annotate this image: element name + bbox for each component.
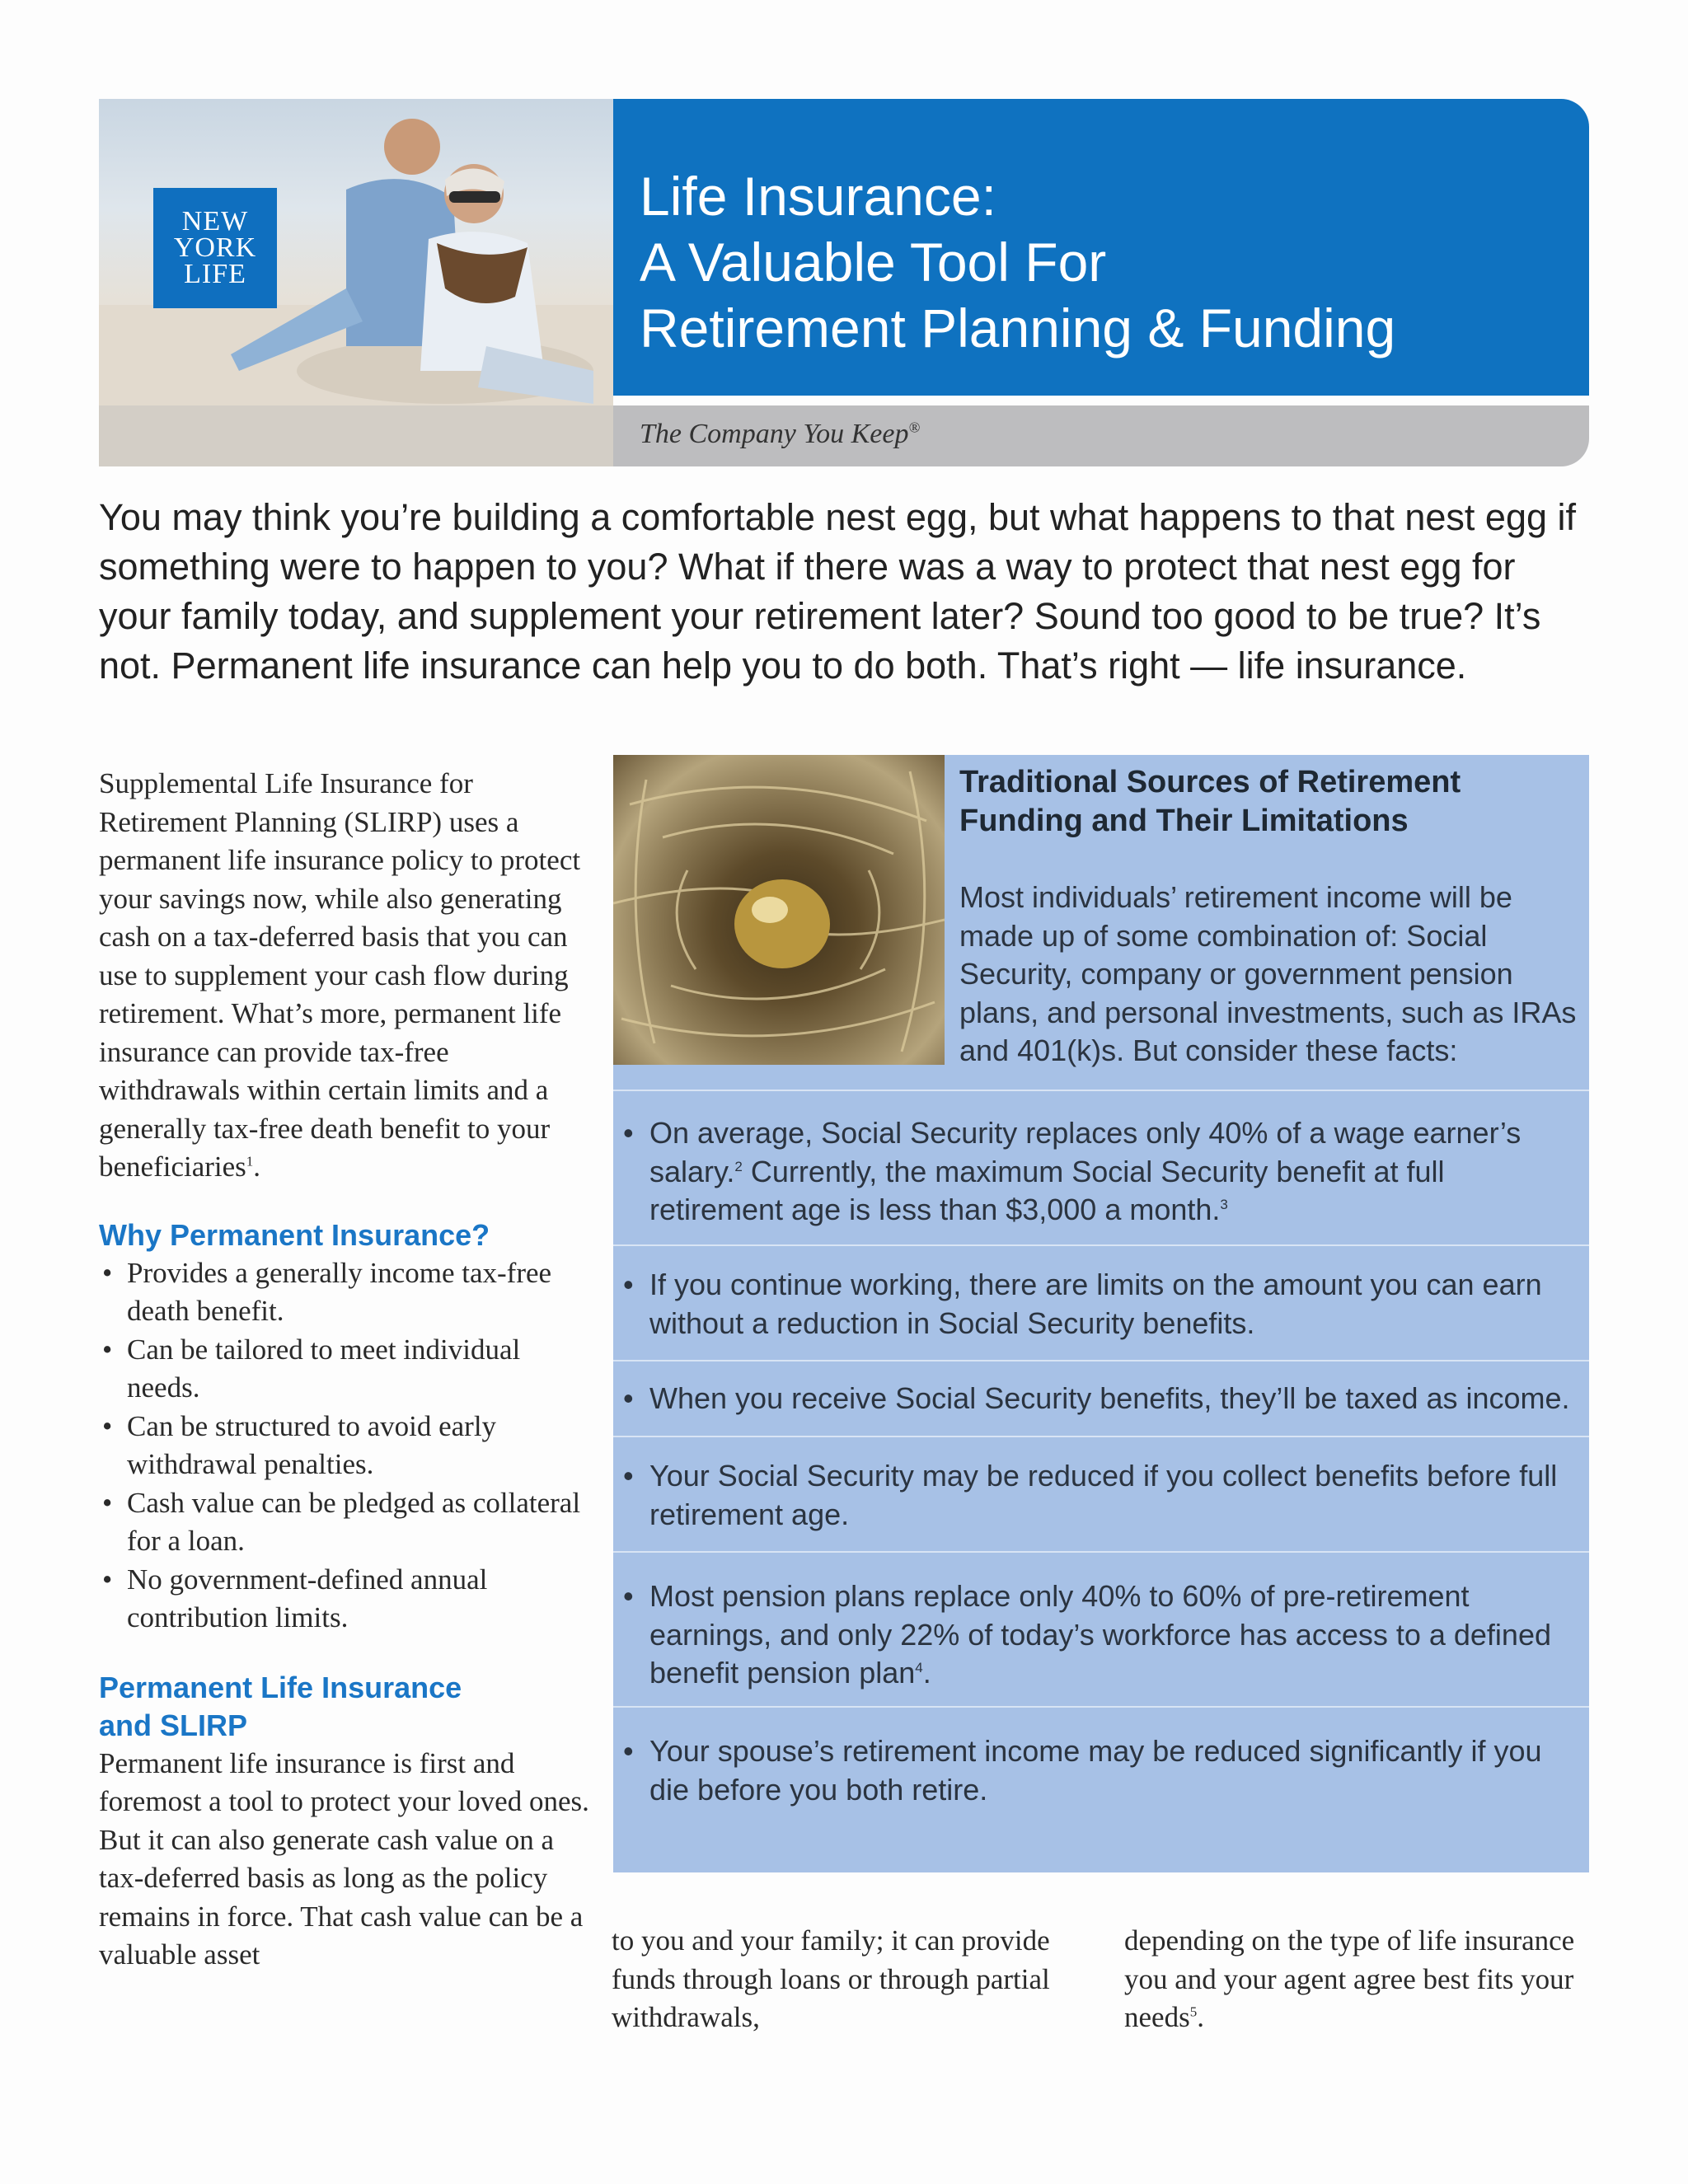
list-item: • No government-defined annual contribution limits. xyxy=(99,1561,593,1638)
footnote-ref-4: 4 xyxy=(915,1660,923,1675)
fact-text: When you receive Social Security benefits, they’ll be taxed as income. xyxy=(649,1381,1570,1415)
footnote-ref-2: 2 xyxy=(734,1158,743,1174)
permanent-slirp-heading-line-1: Permanent Life Insurance xyxy=(99,1670,462,1704)
nest-graphic xyxy=(613,755,945,1065)
bullet-icon: • xyxy=(623,1381,634,1415)
fact-text-part: Currently, the maximum Social Security benefit at full retirement age is less than $3,000 a month. xyxy=(649,1154,1445,1226)
fact-item xyxy=(613,1244,1589,1361)
title-line-1: Life Insurance: xyxy=(640,166,996,227)
page-title xyxy=(640,163,1563,361)
tagline xyxy=(640,419,920,450)
bullet-icon: • xyxy=(623,1579,634,1613)
box-intro: Most individuals’ retirement income will be made up of some combination of: Social Security, company or government pension plans, and personal investments, such as IRAs and 401(k)s. But consider these facts: xyxy=(959,880,1577,1067)
fact-item xyxy=(613,1360,1589,1437)
column-3-continuation xyxy=(1124,1922,1586,2037)
bullet-icon: • xyxy=(623,1459,634,1493)
golden-egg-nest-photo xyxy=(613,755,945,1065)
list-item: • Cash value can be pledged as collateral for a loan. xyxy=(99,1484,593,1561)
column-2-continuation: to you and your family; it can provide funds through loans or through partial withdrawals, xyxy=(612,1924,1050,2033)
new-york-life-logo xyxy=(153,188,277,308)
bullet-icon: • xyxy=(623,1734,634,1768)
column-3-end: . xyxy=(1197,2001,1204,2033)
fact-text xyxy=(633,1577,1573,1693)
footnote-ref-1: 1 xyxy=(246,1153,254,1169)
why-permanent-heading: Why Permanent Insurance? xyxy=(99,1217,490,1252)
permanent-slirp-paragraph: Permanent life insurance is first and foremost a tool to protect your loved ones. But it can also generate cash value on a tax-deferred basis as long as the policy remains in force. That cash value can be a valuable asset xyxy=(99,1746,589,1971)
bullet-icon: • xyxy=(623,1268,634,1301)
permanent-slirp-heading-line-2: and SLIRP xyxy=(99,1708,248,1742)
list-item: • Can be structured to avoid early withdrawal penalties. xyxy=(99,1408,593,1484)
slirp-end: . xyxy=(253,1151,261,1183)
permanent-slirp-heading xyxy=(99,1669,593,1745)
footnote-ref-3: 3 xyxy=(1220,1197,1228,1212)
slirp-paragraph xyxy=(99,765,593,1187)
title-line-2: A Valuable Tool For xyxy=(640,232,1107,293)
title-line-3: Retirement Planning & Funding xyxy=(640,298,1396,359)
fact-text-part: On average, Social Security replaces only 40% of a wage earner’s salary. xyxy=(649,1116,1522,1188)
logo-line-3: LIFE xyxy=(184,259,246,289)
left-column xyxy=(99,765,593,1975)
fact-text-part: . xyxy=(922,1656,931,1690)
intro-paragraph: You may think you’re building a comfortable nest egg, but what happens to that nest egg if something were to happen to you? What if there was a way to protect that nest egg for your family today, and supplement your retirement later? Sound too good to be true? It’s not. Permanent life insurance can help you to do both. That’s right — life insurance. xyxy=(99,496,1577,687)
fact-text: Your spouse’s retirement income may be reduced significantly if you die before you both retire. xyxy=(649,1734,1542,1807)
list-item: • Can be tailored to meet individual needs. xyxy=(99,1331,593,1408)
bullet-icon: • xyxy=(623,1116,634,1150)
list-item: • Provides a generally income tax-free death benefit. xyxy=(99,1254,593,1331)
fact-item xyxy=(613,1090,1589,1246)
why-permanent-list xyxy=(99,1254,593,1638)
photo-sand-strip xyxy=(99,405,613,466)
registered-mark: ® xyxy=(908,419,921,436)
fact-item xyxy=(613,1436,1589,1553)
tagline-text: The Company You Keep xyxy=(640,419,909,449)
logo-line-2: YORK xyxy=(173,232,257,263)
slirp-text: Supplemental Life Insurance for Retirement Planning (SLIRP) uses a permanent life insurance policy to protect your savings now, while also generating cash on a tax-deferred basis that you can use to supplement your cash flow during retirement. What’s more, permanent life insurance can provide tax-free withdrawals within certain limits and a generally tax-free death benefit to your beneficiaries xyxy=(99,767,581,1183)
box-heading: Traditional Sources of Retirement Funding and Their Limitations xyxy=(959,765,1461,838)
fact-text-part: Most pension plans replace only 40% to 60% of pre-retirement earnings, and only 22% of today’s workforce has access to a defined benefit pension plan xyxy=(649,1579,1551,1690)
column-3-text: depending on the type of life insurance you and your agent agree best fits your needs xyxy=(1124,1924,1575,2033)
logo-line-1: NEW xyxy=(181,206,249,237)
fact-text: If you continue working, there are limits on the amount you can earn without a reduction in Social Security benefits. xyxy=(649,1268,1542,1340)
fact-text xyxy=(633,1114,1573,1230)
fact-text: Your Social Security may be reduced if you collect benefits before full retirement age. xyxy=(649,1459,1558,1531)
fact-item xyxy=(613,1551,1589,1708)
footnote-ref-5: 5 xyxy=(1189,2004,1198,2020)
fact-item xyxy=(613,1706,1589,1872)
